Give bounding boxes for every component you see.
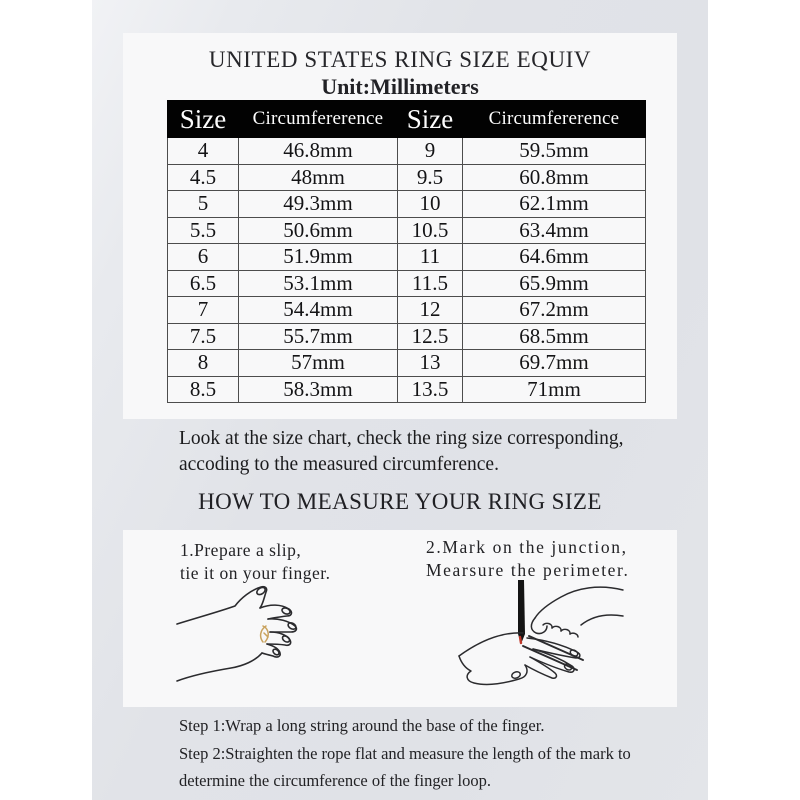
table-cell: 63.4mm: [463, 217, 646, 244]
table-cell: 9.5: [398, 164, 463, 191]
infographic-photo-background: [92, 0, 708, 800]
measure-steps-text: [179, 712, 631, 795]
column-header-size-2: Size: [398, 101, 463, 138]
table-cell: 49.3mm: [239, 191, 398, 218]
table-cell: 60.8mm: [463, 164, 646, 191]
size-chart-note: [179, 426, 624, 478]
table-cell: 4.5: [168, 164, 239, 191]
measure-panel: [123, 530, 677, 707]
table-cell: 10: [398, 191, 463, 218]
table-cell: 11.5: [398, 270, 463, 297]
instruction-line: tie it on your finger.: [180, 563, 331, 583]
table-cell: 48mm: [239, 164, 398, 191]
table-cell: 10.5: [398, 217, 463, 244]
hand-marking-with-pen-illustration: [441, 576, 626, 710]
table-cell: 57mm: [239, 350, 398, 377]
instruction-line: Mearsure the perimeter.: [426, 560, 630, 580]
hand-with-string-illustration: [173, 582, 408, 704]
ring-size-table: [167, 100, 646, 403]
table-header-row: [168, 101, 646, 138]
table-cell: 51.9mm: [239, 244, 398, 271]
page-title: UNITED STATES RING SIZE EQUIV: [208, 47, 592, 72]
how-to-measure-heading: HOW TO MEASURE YOUR RING SIZE: [198, 489, 602, 514]
table-cell: 7.5: [168, 323, 239, 350]
table-cell: 5.5: [168, 217, 239, 244]
table-row: [168, 270, 646, 297]
table-cell: 6.5: [168, 270, 239, 297]
table-cell: 58.3mm: [239, 376, 398, 403]
table-row: [168, 217, 646, 244]
table-cell: 71mm: [463, 376, 646, 403]
instruction-1: [180, 539, 331, 585]
table-cell: 5: [168, 191, 239, 218]
table-row: [168, 244, 646, 271]
instruction-line: 2.Mark on the junction,: [426, 537, 628, 557]
note-line: accoding to the measured circumference.: [179, 454, 499, 475]
table-cell: 13.5: [398, 376, 463, 403]
table-cell: 4: [168, 138, 239, 165]
table-cell: 53.1mm: [239, 270, 398, 297]
table-cell: 46.8mm: [239, 138, 398, 165]
table-row: [168, 376, 646, 403]
step-line: Step 2:Straighten the rope flat and measure the length of the mark to: [179, 743, 631, 763]
table-cell: 50.6mm: [239, 217, 398, 244]
table-cell: 69.7mm: [463, 350, 646, 377]
table-cell: 12.5: [398, 323, 463, 350]
table-cell: 12: [398, 297, 463, 324]
table-cell: 6: [168, 244, 239, 271]
table-cell: 67.2mm: [463, 297, 646, 324]
unit-subtitle: Unit:Millimeters: [321, 74, 479, 99]
step-line: determine the circumference of the finger loop.: [179, 771, 491, 790]
table-cell: 8.5: [168, 376, 239, 403]
note-line: Look at the size chart, check the ring size corresponding,: [179, 428, 624, 449]
table-cell: 13: [398, 350, 463, 377]
table-row: [168, 323, 646, 350]
instruction-line: 1.Prepare a slip,: [180, 540, 302, 560]
table-cell: 8: [168, 350, 239, 377]
step-line: Step 1:Wrap a long string around the base of the finger.: [179, 716, 545, 735]
table-cell: 9: [398, 138, 463, 165]
size-chart-panel: [123, 33, 677, 419]
table-row: [168, 138, 646, 165]
table-row: [168, 350, 646, 377]
table-cell: 11: [398, 244, 463, 271]
table-cell: 55.7mm: [239, 323, 398, 350]
column-header-circumference-1: Circumfererence: [239, 101, 398, 138]
table-cell: 62.1mm: [463, 191, 646, 218]
table-cell: 68.5mm: [463, 323, 646, 350]
column-header-circumference-2: Circumfererence: [463, 101, 646, 138]
table-row: [168, 297, 646, 324]
table-cell: 64.6mm: [463, 244, 646, 271]
table-cell: 7: [168, 297, 239, 324]
table-row: [168, 164, 646, 191]
table-row: [168, 191, 646, 218]
table-cell: 54.4mm: [239, 297, 398, 324]
table-cell: 59.5mm: [463, 138, 646, 165]
column-header-size-1: Size: [168, 101, 239, 138]
table-cell: 65.9mm: [463, 270, 646, 297]
